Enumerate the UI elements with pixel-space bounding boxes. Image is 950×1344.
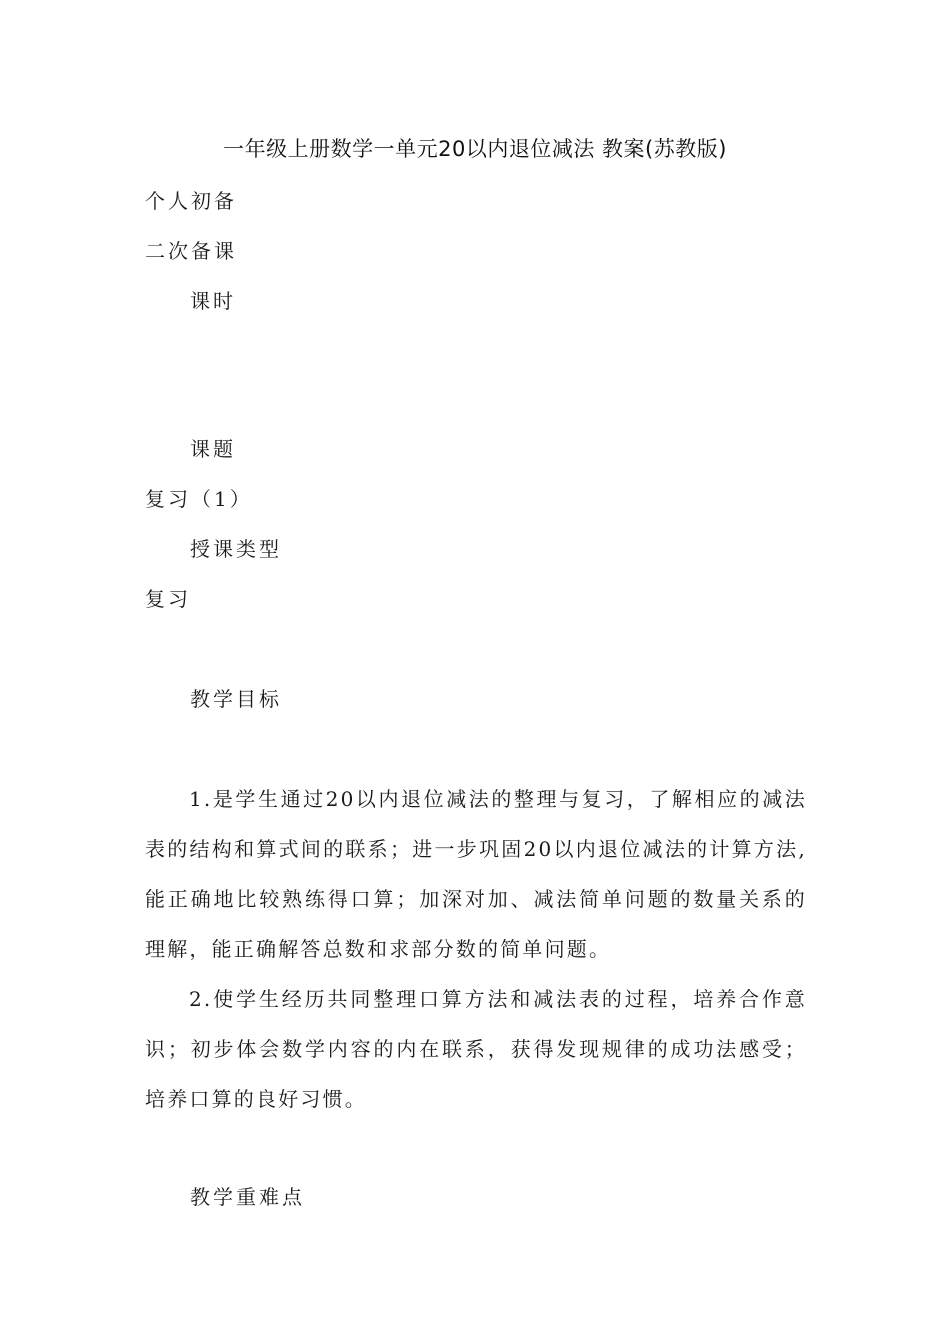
topic-value: 复习（1） — [145, 487, 253, 511]
objectives-label: 教学目标 — [190, 687, 282, 711]
lesson-type-value: 复习 — [145, 587, 191, 611]
period-label: 课时 — [190, 289, 236, 313]
topic-label: 课题 — [190, 437, 236, 461]
second-prep-label: 二次备课 — [145, 239, 237, 263]
objective-paragraph-1: 1.是学生通过20以内退位减法的整理与复习，了解相应的减法表的结构和算式间的联系；进一步巩固20以内退位减法的计算方法,能正确地比较熟练得口算；加深对加、减法简单问题的数量关系的理解，能正确解答总数和求部分数的简单问题。 — [145, 787, 807, 961]
key-points-label: 教学重难点 — [190, 1185, 305, 1209]
document-title: 一年级上册数学一单元20以内退位减法 教案(苏教版) — [223, 137, 727, 161]
personal-prep-label: 个人初备 — [145, 189, 237, 213]
objective-paragraph-2: 2.使学生经历共同整理口算方法和减法表的过程，培养合作意识；初步体会数学内容的内在联系，获得发现规律的成功法感受；培养口算的良好习惯。 — [145, 987, 807, 1111]
lesson-type-label: 授课类型 — [190, 537, 282, 561]
